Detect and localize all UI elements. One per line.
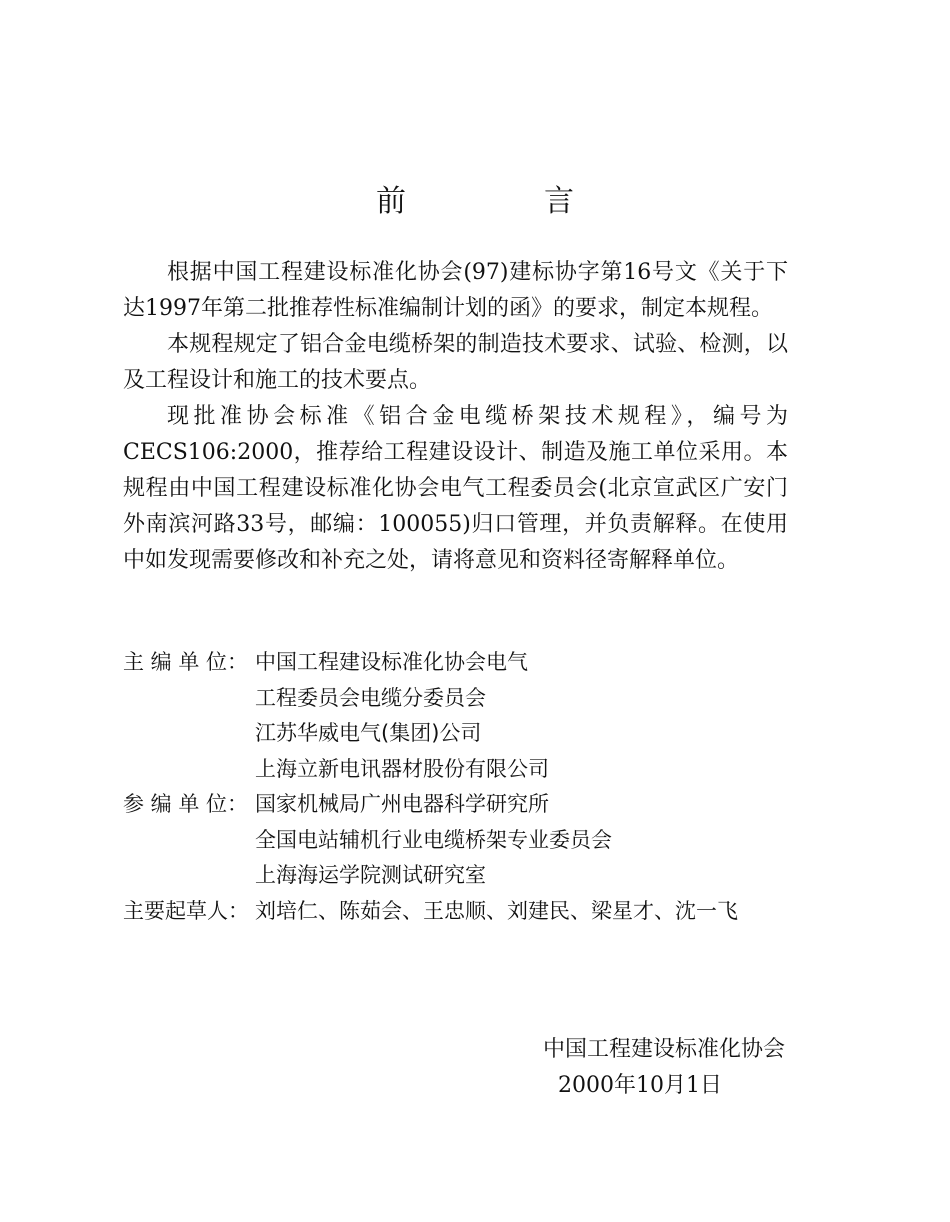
chief-editor-units [123,645,803,787]
chief-editor-unit: 上海立新电讯器材股份有限公司 [255,756,549,781]
credits-section [123,645,803,929]
participating-units [123,787,803,894]
participating-unit: 国家机械局广州电器科学研究所 [255,792,549,816]
main-drafters [123,894,803,930]
page-title: 前 言 [376,184,628,219]
signature-block [450,1032,785,1104]
paragraph-approval: 现批准协会标准《铝合金电缆桥架技术规程》，编号为CECS106:2000，推荐给工程建设设计、制造及施工单位采用。本规程由中国工程建设标准化协会电气工程委员会(北京宣武区广安门外南滨河路33号，邮编：100055)归口管理，并负责解释。在使用中如发现需要修改和补充之处，请将意见和资料径寄解释单位。 [123,404,788,573]
signature-organization: 中国工程建设标准化协会 [542,1037,785,1062]
participating-unit: 上海海运学院测试研究室 [255,863,486,887]
preface-body [123,255,788,579]
signature-date: 2000年10月1日 [558,1073,722,1098]
chief-editor-unit: 工程委员会电缆分委员会 [255,685,486,710]
chief-editor-list [255,645,803,787]
participating-label: 参 编 单 位： [123,792,249,816]
drafters-label: 主要起草人： [123,898,249,923]
paragraph-scope: 本规程规定了铝合金电缆桥架的制造技术要求、试验、检测，以及工程设计和施工的技术要点。 [123,332,788,393]
chief-editor-label: 主 编 单 位： [123,650,249,674]
paragraph-mandate: 根据中国工程建设标准化协会(97)建标协字第16号文《关于下达1997年第二批推荐性标准编制计划的函》的要求，制定本规程。 [123,260,788,321]
chief-editor-unit: 中国工程建设标准化协会电气 [255,650,528,674]
participating-unit: 全国电站辅机行业电缆桥架专业委员会 [255,827,612,852]
chief-editor-unit: 江苏华威电气(集团)公司 [255,721,482,745]
participating-list [255,787,803,894]
drafters-names: 刘培仁、陈茹会、王忠顺、刘建民、梁星才、沈一飞 [255,898,738,923]
